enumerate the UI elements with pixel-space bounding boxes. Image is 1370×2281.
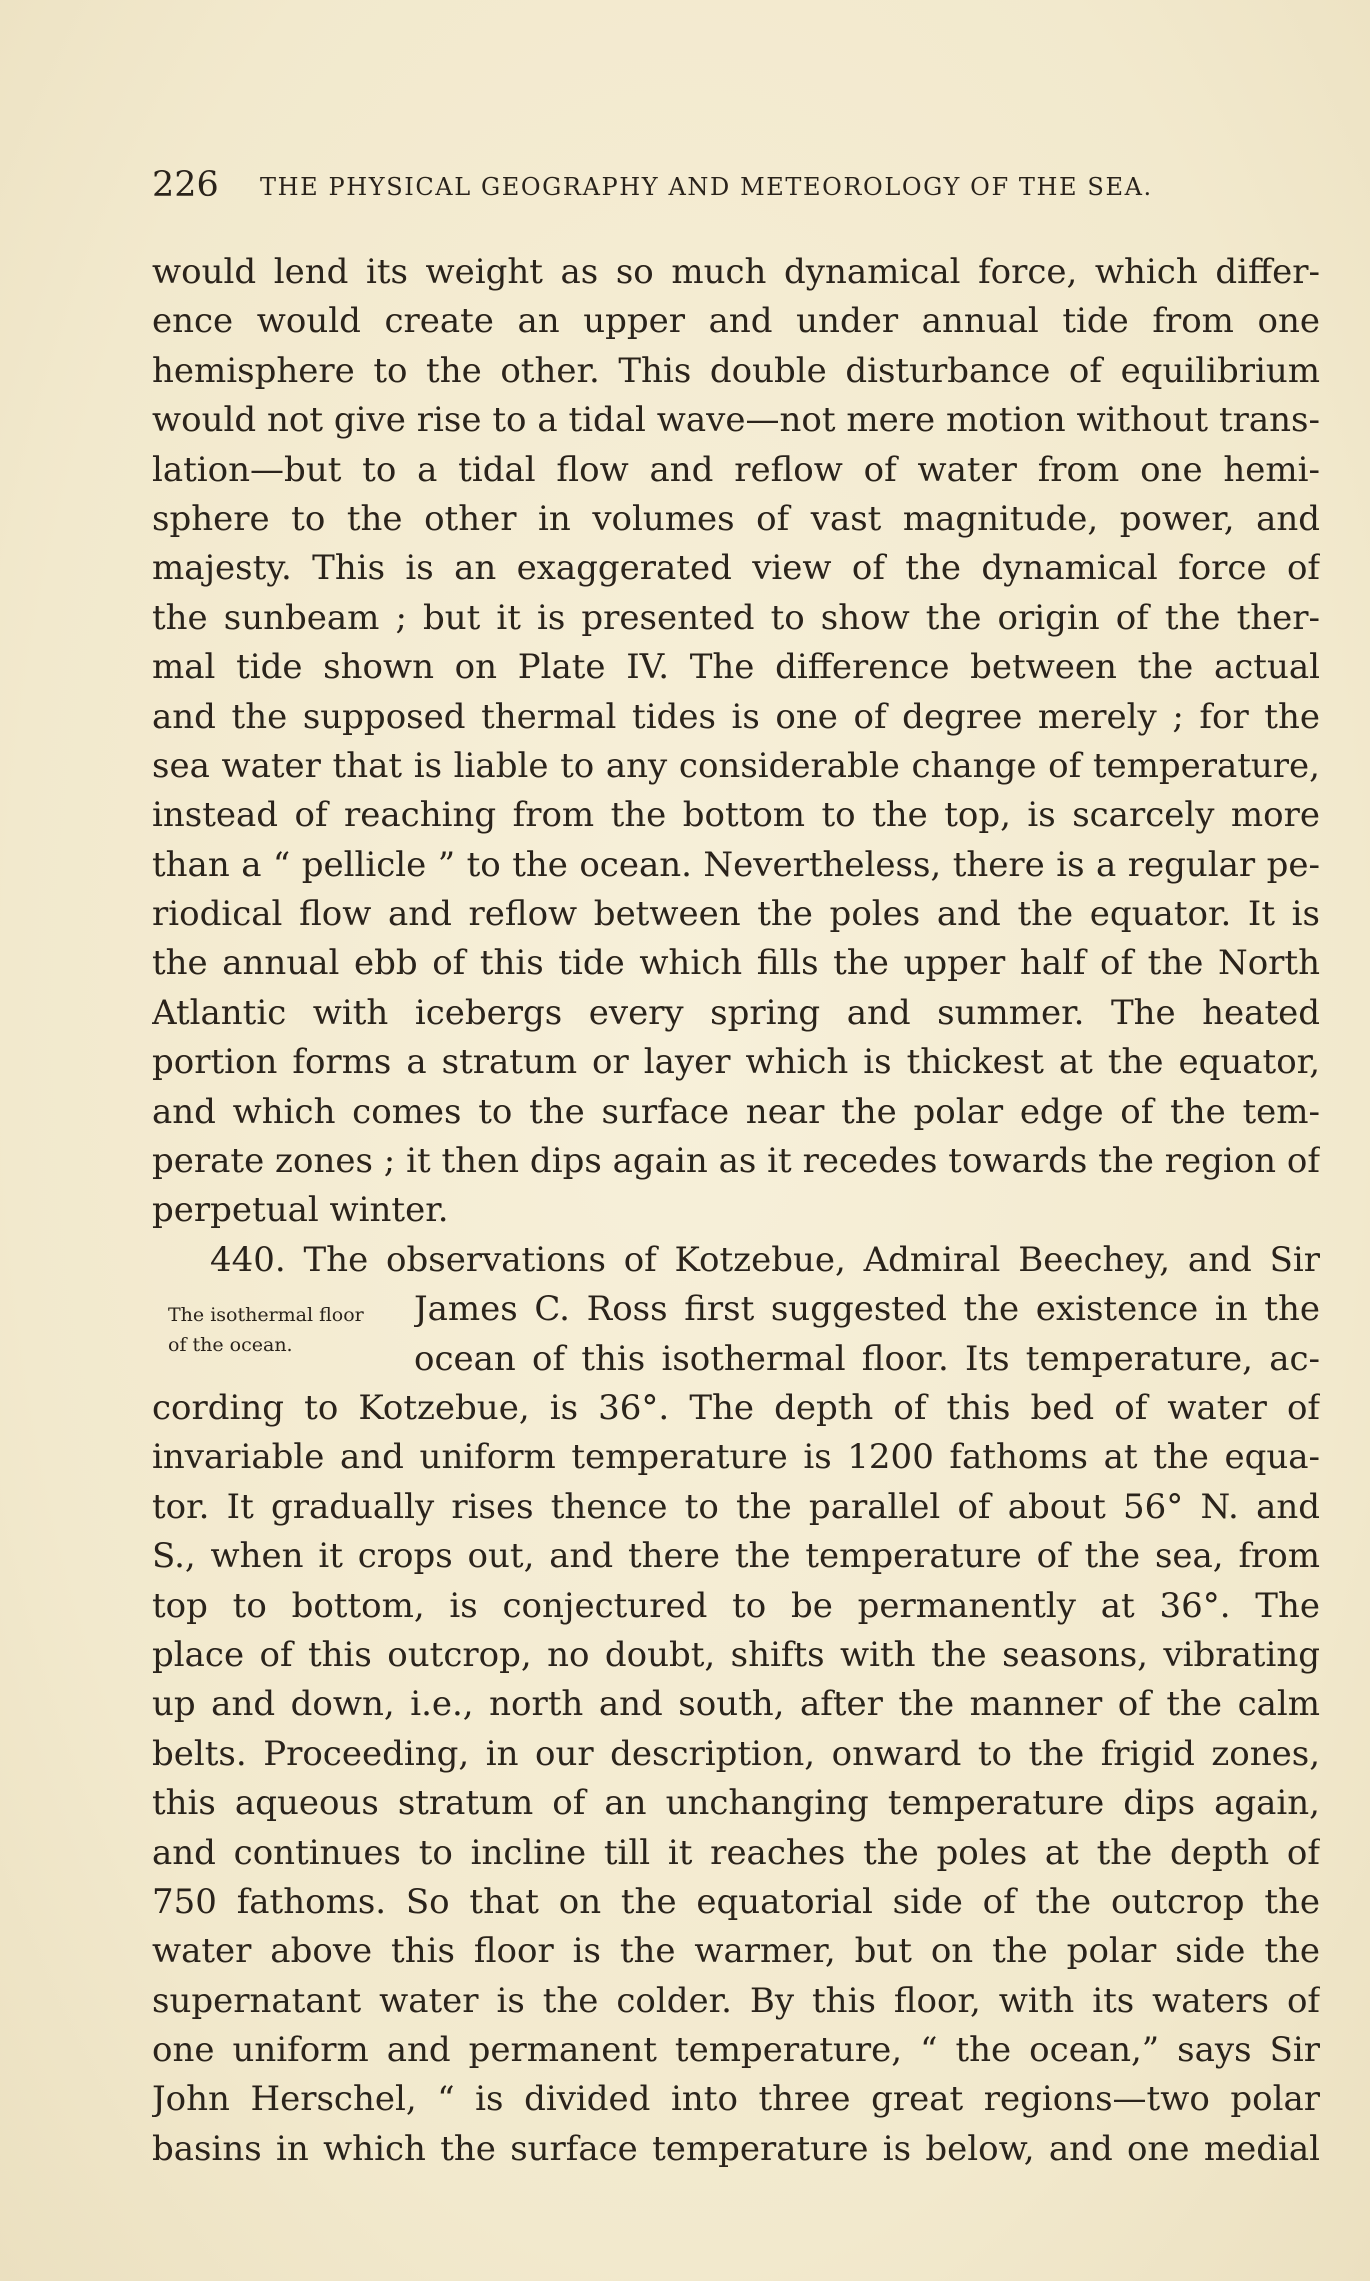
- text-line: the annual ebb of this tide which fills the upper half of the North: [152, 943, 1320, 984]
- text-line: the sunbeam ; but it is presented to show the origin of the ther-: [152, 597, 1320, 638]
- page-header: [152, 160, 1242, 210]
- text-line: one uniform and permanent temperature, “ the ocean,” says Sir: [152, 2030, 1320, 2071]
- text-line: perate zones ; it then dips again as it recedes towards the region of: [152, 1141, 1320, 1182]
- text-line: sphere to the other in volumes of vast magnitude, power, and: [152, 498, 1320, 539]
- text-line: 750 fathoms. So that on the equatorial side of the outcrop the: [152, 1881, 1320, 1922]
- text-line: cording to Kotzebue, is 36°. The depth of this bed of water of: [152, 1387, 1320, 1428]
- text-line: place of this outcrop, no doubt, shifts with the seasons, vibrating: [152, 1634, 1320, 1675]
- text-line: and continues to incline till it reaches the poles at the depth of: [152, 1832, 1320, 1873]
- text-line: and the supposed thermal tides is one of degree merely ; for the: [152, 696, 1320, 737]
- text-line: would not give rise to a tidal wave—not mere motion without trans-: [152, 400, 1320, 441]
- text-line: invariable and uniform temperature is 1200 fathoms at the equa-: [152, 1437, 1320, 1478]
- text-line: portion forms a stratum or layer which is thickest at the equator,: [152, 1042, 1320, 1083]
- text-line: hemisphere to the other. This double disturbance of equilibrium: [152, 350, 1320, 391]
- text-line: ocean of this isothermal floor. Its temperature, ac-: [414, 1338, 1320, 1379]
- paragraph-start-line: 440. The observations of Kotzebue, Admiral Beechey, and Sir: [210, 1239, 1320, 1280]
- text-line: supernatant water is the colder. By this floor, with its waters of: [152, 1980, 1320, 2021]
- text-line: tor. It gradually rises thence to the parallel of about 56° N. and: [152, 1486, 1320, 1527]
- text-line: instead of reaching from the bottom to the top, is scarcely more: [152, 795, 1320, 836]
- marginal-note-line: The isothermal floor: [168, 1304, 364, 1326]
- marginal-note-line: of the ocean.: [168, 1334, 293, 1356]
- text-line: Atlantic with icebergs every spring and summer. The heated: [152, 992, 1320, 1033]
- text-line: water above this floor is the warmer, but on the polar side the: [152, 1931, 1320, 1972]
- text-line: up and down, i.e., north and south, after the manner of the calm: [152, 1684, 1320, 1725]
- body-text: [152, 248, 1320, 2174]
- text-line: would lend its weight as so much dynamical force, which differ-: [152, 252, 1320, 292]
- text-line: S., when it crops out, and there the temperature of the sea, from: [152, 1536, 1320, 1577]
- text-line: James C. Ross first suggested the existence in the: [414, 1289, 1320, 1330]
- text-line: John Herschel, “ is divided into three great regions—two polar: [152, 2079, 1320, 2120]
- text-line: perpetual winter.: [152, 1190, 449, 1231]
- page-number: 226: [152, 165, 219, 205]
- text-line: top to bottom, is conjectured to be permanently at 36°. The: [152, 1585, 1320, 1626]
- text-line: sea water that is liable to any considerable change of temperature,: [152, 745, 1320, 786]
- text-line: lation—but to a tidal flow and reflow of water from one hemi-: [152, 449, 1320, 490]
- text-line: basins in which the surface temperature is below, and one medial: [152, 2128, 1320, 2169]
- text-line: than a “ pellicle ” to the ocean. Nevertheless, there is a regular pe-: [152, 844, 1320, 885]
- text-line: majesty. This is an exaggerated view of the dynamical force of: [152, 548, 1320, 589]
- text-line: mal tide shown on Plate IV. The difference between the actual: [152, 647, 1320, 688]
- text-line: ence would create an upper and under annual tide from one: [152, 301, 1320, 342]
- text-line: belts. Proceeding, in our description, onward to the frigid zones,: [152, 1733, 1320, 1774]
- text-line: riodical flow and reflow between the poles and the equator. It is: [152, 894, 1320, 935]
- running-head: THE PHYSICAL GEOGRAPHY AND METEOROLOGY OF THE SEA.: [260, 173, 1153, 201]
- text-line: and which comes to the surface near the polar edge of the tem-: [152, 1091, 1320, 1132]
- text-line: this aqueous stratum of an unchanging temperature dips again,: [152, 1783, 1320, 1824]
